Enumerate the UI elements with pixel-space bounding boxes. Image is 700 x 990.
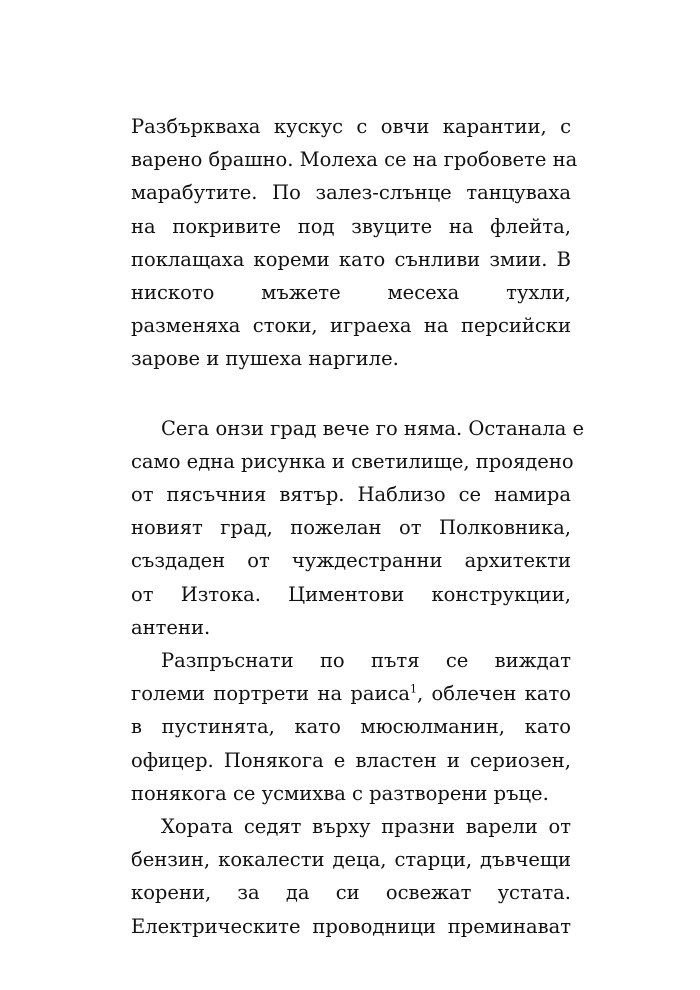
text-line: от Изтока. Циментови конструкции, [131, 582, 571, 606]
text-line: Разпръснати по пътя се виждат [161, 649, 571, 673]
paragraph-spacer [131, 376, 571, 412]
text-line: понякога се усмихва с разтворени ръце. [131, 781, 549, 805]
text-line: офицер. Понякога е властен и сериозен, [131, 748, 571, 772]
text-line: варено брашно. Молеха се на гробовете на [131, 148, 578, 172]
text-line: корени, за да си освежат устата. [131, 881, 571, 905]
text-segment: , облечен като [417, 682, 571, 706]
text-line-with-footnote [131, 677, 571, 710]
text-line: разменяха стоки, играеха на персийски [131, 314, 571, 338]
text-line: зарове и пушеха наргиле. [131, 347, 399, 371]
text-line: поклащаха кореми като сънливи змии. В [131, 247, 571, 271]
text-line: новият град, пожелан от Полковника, [131, 516, 571, 540]
paragraph-4 [131, 810, 571, 943]
text-line: Сега онзи град вече го няма. Останала е [161, 416, 585, 440]
text-line: марабутите. По залез-слънце танцуваха [131, 181, 571, 205]
text-line: бензин, кокалести деца, старци, дъвчещи [131, 848, 571, 872]
text-line: Хората седят върху празни варели от [161, 815, 571, 839]
text-line: създаден от чуждестранни архитекти [131, 549, 571, 573]
text-line: от пясъчния вятър. Наблизо се намира [131, 483, 571, 507]
text-segment: големи портрети на раиса [131, 682, 411, 706]
book-page [131, 110, 585, 943]
text-line: Разбъркваха кускус с овчи карантии, с [131, 115, 571, 138]
text-line: антени. [131, 615, 211, 639]
footnote-marker[interactable]: 1 [410, 682, 418, 696]
text-line: на покривите под звуците на флейта, [131, 214, 571, 238]
paragraph-1 [131, 110, 578, 376]
text-line: в пустинята, като мюсюлманин, като [131, 715, 571, 739]
text-line: ниското мъжете месеха тухли, [131, 281, 571, 305]
text-line: Електрическите проводници преминават [131, 914, 571, 938]
paragraph-3 [131, 644, 571, 810]
text-line: само една рисунка и светилище, проядено [131, 449, 574, 473]
paragraph-2 [131, 412, 585, 644]
